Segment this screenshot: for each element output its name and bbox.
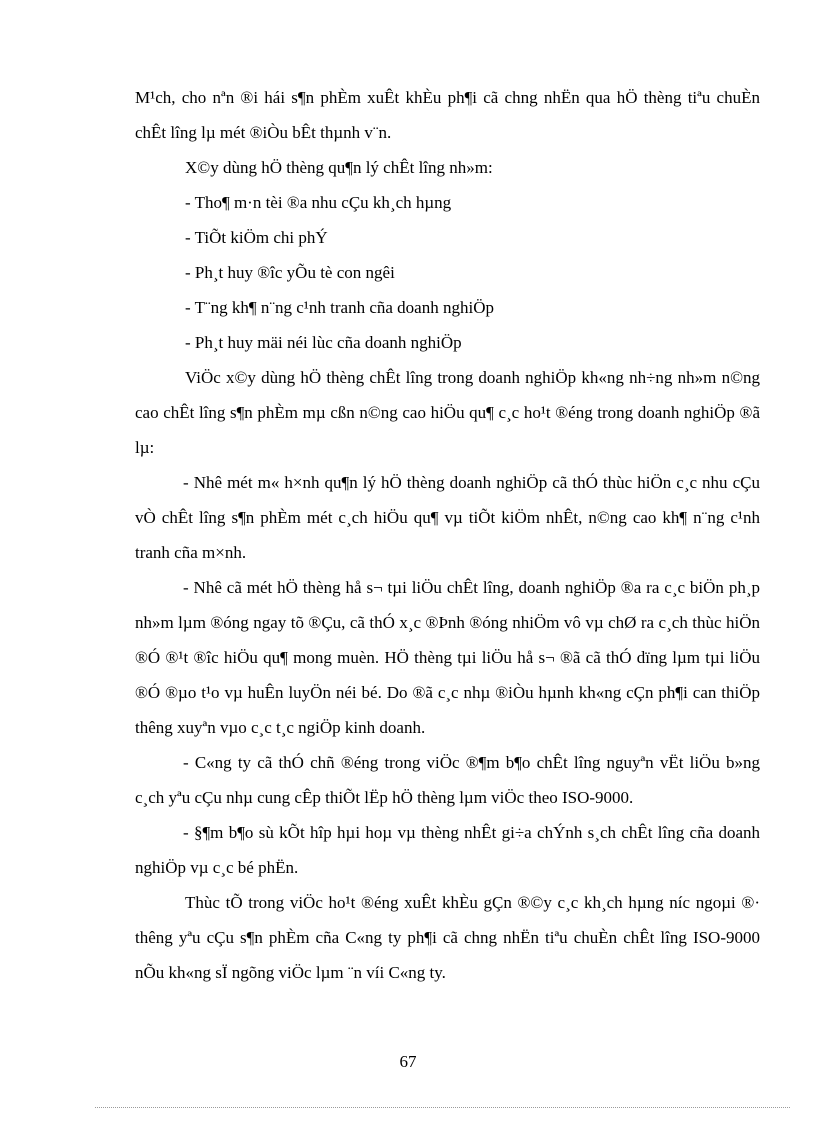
list-item: - T¨ng kh¶ n¨ng c¹nh tranh cña doanh nghiÖp (185, 298, 494, 317)
list-item: - TiÕt kiÖm chi phÝ (185, 228, 328, 247)
list-item: - Tho¶ m·n tèi ®a nhu cÇu kh¸ch hµng (185, 193, 452, 212)
paragraph: - Nhê mét m« h×nh qu¶n lý hÖ thèng doanh nghiÖp cã thÓ thùc hiÖn c¸c nhu cÇu vÒ chÊt lîng s¶n phÈm mét c¸ch hiÖu qu¶ vµ tiÕt kiÖm nhÊt, n©ng cao kh¶ n¨ng c¹nh tranh cña m×nh. (135, 473, 760, 562)
paragraph: X©y dùng hÖ thèng qu¶n lý chÊt lîng nh»m: (185, 158, 493, 177)
list-item: - Ph¸t huy ®îc yÕu tè con ngêi (185, 263, 395, 282)
paragraph: - Nhê cã mét hÖ thèng hå s¬ tµi liÖu chÊt lîng, doanh nghiÖp ®a ra c¸c biÖn ph¸p nh»m lµm ®óng ngay tõ ®Çu, cã thÓ x¸c ®Þnh ®óng nhiÖm vô vµ chØ ra c¸ch thùc hiÖn ®Ó ®¹t ®îc hiÖu qu¶ mong muèn. HÖ thèng tµi liÖu hå s¬ ®ã cã thÓ dïng lµm tµi liÖu ®Ó ®µo t¹o vµ huÊn luyÖn néi bé. Do ®ã c¸c nhµ ®iÒu hµnh kh«ng cÇn ph¶i can thiÖp thêng xuyªn vµo c¸c t¸c ngiÖp kinh doanh. (135, 578, 760, 737)
page-number: 67 (399, 1052, 417, 1071)
paragraph: - C«ng ty cã thÓ chñ ®éng trong viÖc ®¶m b¶o chÊt lîng nguyªn vËt liÖu b»ng c¸ch yªu cÇu nhµ cung cÊp thiÕt lËp hÖ thèng lµm viÖc theo ISO-9000. (135, 753, 760, 807)
paragraph: Thùc tÕ trong viÖc ho¹t ®éng xuÊt khÈu gÇn ®©y c¸c kh¸ch hµng níc ngoµi ®· thêng yªu cÇu s¶n phÈm cña C«ng ty ph¶i cã chng nhËn tiªu chuÈn chÊt lîng ISO-9000 nÕu kh«ng sÏ ngõng viÖc lµm ¨n víi C«ng ty. (135, 893, 760, 982)
paragraph: - §¶m b¶o sù kÕt hîp hµi hoµ vµ thèng nhÊt gi÷a chÝnh s¸ch chÊt lîng cña doanh nghiÖp vµ c¸c bé phËn. (135, 823, 760, 877)
paragraph: ViÖc x©y dùng hÖ thèng chÊt lîng trong doanh nghiÖp kh«ng nh÷ng nh»m n©ng cao chÊt lîng s¶n phÈm mµ cßn n©ng cao hiÖu qu¶ c¸c ho¹t ®éng trong doanh nghiÖp ®ã lµ: (135, 368, 760, 457)
footer-divider (95, 1107, 790, 1108)
list-item: - Ph¸t huy mäi néi lùc cña doanh nghiÖp (185, 333, 462, 352)
paragraph: M¹ch, cho nªn ®i hái s¶n phÈm xuÊt khÈu ph¶i cã chng nhËn qua hÖ thèng tiªu chuÈn chÊt lîng lµ mét ®iÒu bÊt thµnh v¨n. (135, 88, 760, 142)
page-body (135, 80, 760, 990)
